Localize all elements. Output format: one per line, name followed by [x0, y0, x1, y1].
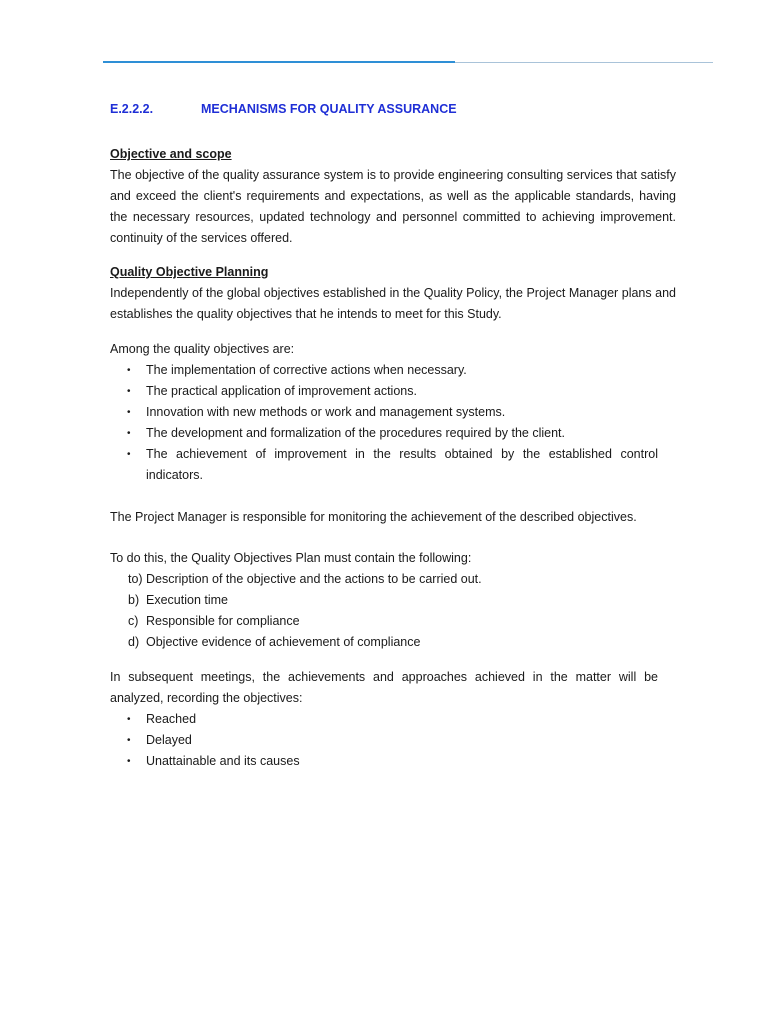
- list-item: • The implementation of corrective actions when necessary.: [110, 360, 658, 381]
- list-item: • Unattainable and its causes: [110, 751, 658, 772]
- meetings-paragraph: In subsequent meetings, the achievements and approaches achieved in the matter will be analyzed, recording the objectives:: [110, 670, 658, 705]
- meetings-section: [110, 667, 658, 772]
- objectives-intro: Among the quality objectives are:: [110, 342, 295, 356]
- list-item-text: Description of the objective and the actions to be carried out.: [146, 572, 482, 586]
- objectives-section: [110, 339, 658, 486]
- list-item: • Innovation with new methods or work and management systems.: [110, 402, 658, 423]
- list-item: [110, 590, 676, 611]
- responsibility-section: [110, 507, 676, 528]
- header-rule-accent: [103, 61, 455, 63]
- list-item: • The achievement of improvement in the results obtained by the established control indicators.: [110, 444, 658, 486]
- planning-heading: Quality Objective Planning: [110, 265, 269, 279]
- list-item: • Reached: [110, 709, 658, 730]
- list-marker: c): [128, 614, 139, 628]
- planning-section: [110, 262, 676, 325]
- objectives-list: [110, 360, 658, 486]
- section-number: E.2.2.2.: [110, 102, 154, 116]
- list-item-text: Execution time: [146, 593, 228, 607]
- objective-scope-heading: Objective and scope: [110, 147, 232, 161]
- section-title: MECHANISMS FOR QUALITY ASSURANCE: [201, 102, 457, 116]
- list-item: [110, 611, 676, 632]
- plan-contents-section: [110, 548, 676, 653]
- planning-paragraph: Independently of the global objectives established in the Quality Policy, the Project Manager plans and establishes the quality objectives that he intends to meet for this Study.: [110, 286, 676, 321]
- list-item-text: Objective evidence of achievement of compliance: [146, 635, 421, 649]
- list-item: • The development and formalization of the procedures required by the client.: [110, 423, 658, 444]
- list-item: • Delayed: [110, 730, 658, 751]
- list-marker: d): [128, 635, 140, 649]
- list-item: [110, 569, 676, 590]
- list-marker: b): [128, 593, 140, 607]
- objective-scope-paragraph: The objective of the quality assurance system is to provide engineering consulting services that satisfy and exceed the client's requirements and expectations, as well as the applicable standards, having the necessary resources, updated technology and personnel committed to achieving improvement. continuity of the services offered.: [110, 168, 676, 245]
- header-rule: [103, 62, 713, 63]
- list-item-text: Responsible for compliance: [146, 614, 300, 628]
- list-marker: to): [128, 572, 143, 586]
- plan-contents-list: [110, 569, 676, 653]
- responsibility-paragraph: The Project Manager is responsible for monitoring the achievement of the described objectives.: [110, 510, 637, 524]
- objective-scope-section: [110, 144, 676, 249]
- list-item: • The practical application of improvement actions.: [110, 381, 658, 402]
- plan-contents-intro: To do this, the Quality Objectives Plan must contain the following:: [110, 551, 472, 565]
- section-heading: [110, 102, 457, 116]
- list-item: [110, 632, 676, 653]
- meetings-list: [110, 709, 658, 772]
